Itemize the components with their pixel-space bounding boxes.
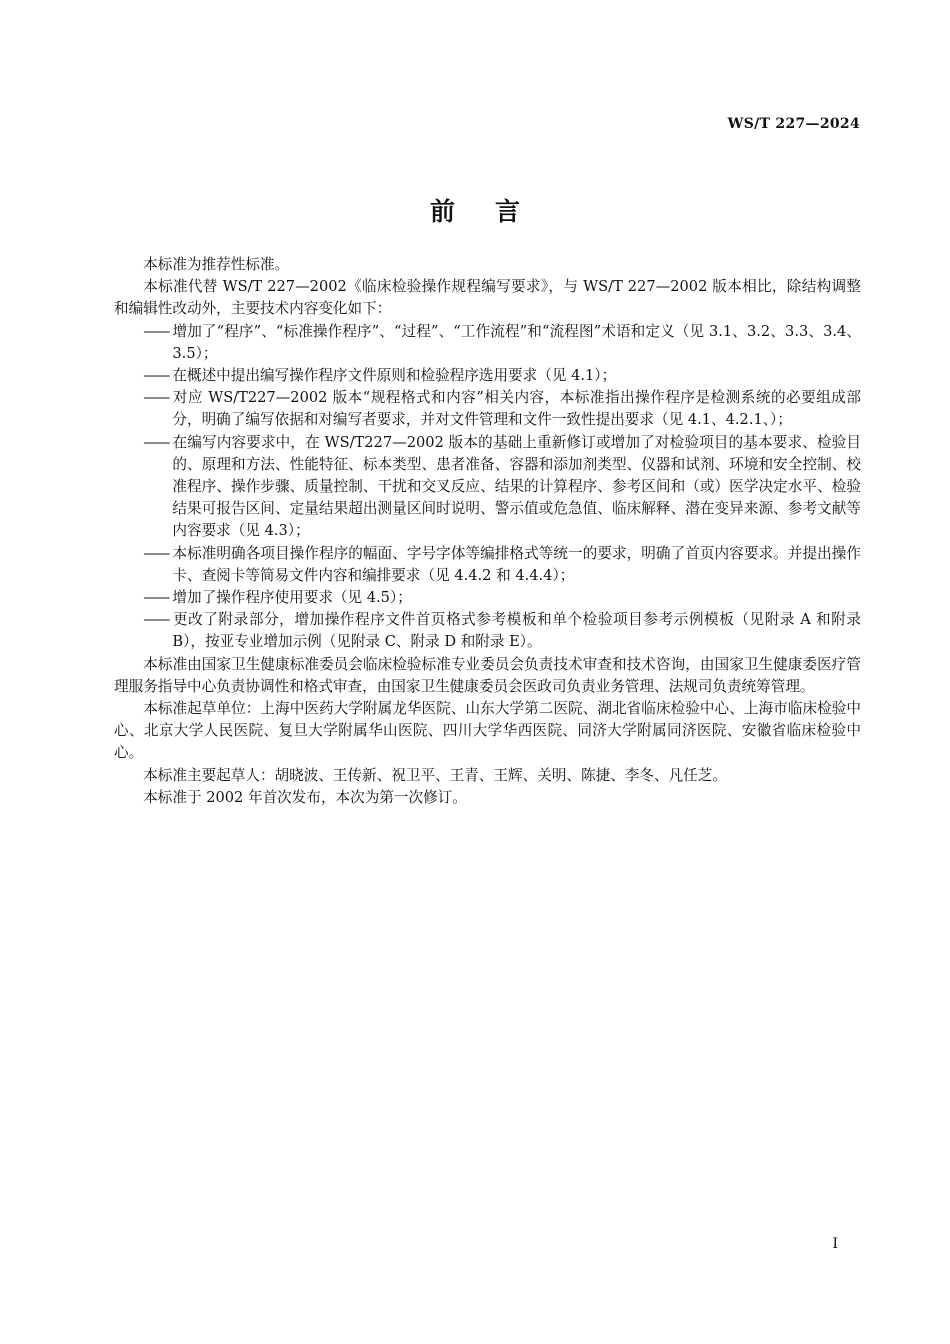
dash-marker: —— xyxy=(143,589,169,607)
change-item-terms xyxy=(114,321,861,365)
dash-marker: —— xyxy=(143,367,169,385)
paragraph-drafting-units: 本标准起草单位：上海中医药大学附属龙华医院、山东大学第二医院、湖北省临床检验中心、上海市临床检验中心、北京大学人民医院、复旦大学附属华山医院、四川大学华西医院、同济大学附属同济医院、安徽省临床检验中心。 xyxy=(114,700,861,762)
change-text: 增加了“程序”、“标准操作程序”、“过程”、“工作流程”和“流程图”术语和定义（见 3.1、3.2、3.3、3.4、3.5）； xyxy=(172,322,861,362)
paragraph-replacement: 本标准代替 WS/T 227—2002《临床检验操作规程编写要求》，与 WS/T 227—2002 版本相比，除结构调整和编辑性改动外，主要技术内容变化如下： xyxy=(114,278,861,318)
change-text: 更改了附录部分，增加操作程序文件首页格式参考模板和单个检验项目参考示例模板（见附录 A 和附录 B），按亚专业增加示例（见附录 C、附录 D 和附录 E）。 xyxy=(172,611,861,651)
change-item-principles xyxy=(114,365,861,387)
dash-marker: —— xyxy=(143,544,169,562)
change-item-layout xyxy=(114,543,861,587)
change-text: 增加了操作程序使用要求（见 4.5）； xyxy=(172,589,412,607)
change-item-usage xyxy=(114,587,861,609)
dash-marker: —— xyxy=(143,433,169,451)
paragraph-responsibility: 本标准由国家卫生健康标准委员会临床检验标准专业委员会负责技术审查和技术咨询，由国家卫生健康委医疗管理服务指导中心负责协调性和格式审查，由国家卫生健康委员会医政司负责业务管理、法规司负责统筹管理。 xyxy=(114,655,861,695)
change-text: 在概述中提出编写操作程序文件原则和检验程序选用要求（见 4.1）； xyxy=(172,367,617,385)
change-item-appendix xyxy=(114,609,861,653)
change-text: 本标准明确各项目操作程序的幅面、字号字体等编排格式等统一的要求，明确了首页内容要求。并提出操作卡、查阅卡等简易文件内容和编排要求（见 4.4.2 和 4.4.4）； xyxy=(172,544,861,584)
paragraph-history: 本标准于 2002 年首次发布，本次为第一次修订。 xyxy=(143,788,467,806)
dash-marker: —— xyxy=(143,322,169,340)
paragraph-drafters: 本标准主要起草人：胡晓波、王传新、祝卫平、王青、王辉、关明、陈捷、李冬、凡任芝。 xyxy=(143,766,727,784)
change-text: 在编写内容要求中，在 WS/T227—2002 版本的基础上重新修订或增加了对检验项目的基本要求、检验目的、原理和方法、性能特征、标本类型、患者准备、容器和添加剂类型、仪器和试剂、环境和安全控制、校准程序、操作步骤、质量控制、干扰和交叉反应、结果的计算程序、参考区间和（或）医学决定水平、检验结果可报告区间、定量结果超出测量区间时说明、警示值或危急值、临床解释、潜在变异来源、参考文献等内容要求（见 4.3）； xyxy=(172,433,861,540)
change-text: 对应 WS/T227—2002 版本“规程格式和内容”相关内容，本标准指出操作程序是检测系统的必要组成部分，明确了编写依据和对编写者要求，并对文件管理和文件一致性提出要求（见 4.1、4.2.1、）； xyxy=(172,389,861,429)
change-item-format xyxy=(114,387,861,431)
dash-marker: —— xyxy=(143,611,169,629)
page-title: 前言 xyxy=(429,197,560,226)
document-code: WS/T 227—2024 xyxy=(727,116,860,132)
document-body xyxy=(114,254,861,809)
paragraph-recommendation: 本标准为推荐性标准。 xyxy=(143,256,290,273)
page-number: I xyxy=(832,1236,838,1252)
dash-marker: —— xyxy=(143,389,169,407)
change-item-content-requirements xyxy=(114,432,861,543)
